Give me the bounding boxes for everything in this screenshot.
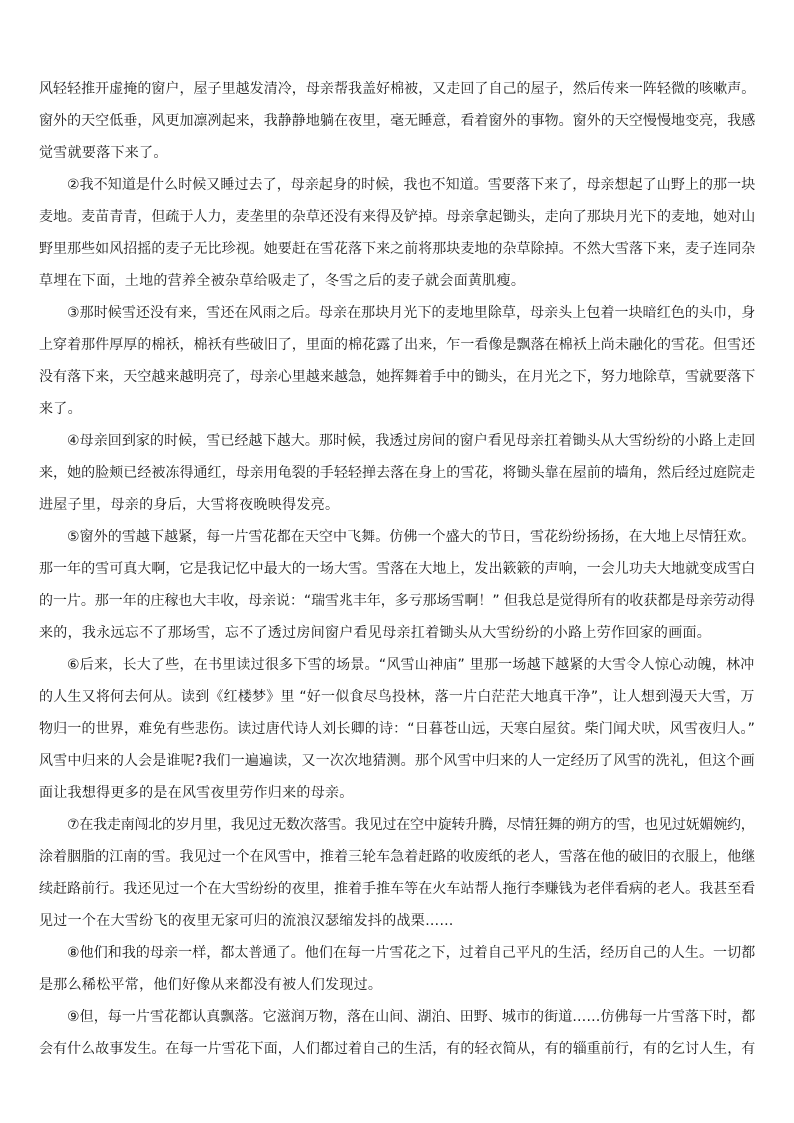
- text-line: ⑦在我走南闯北的岁月里，我见过无数次落雪。我见过在空中旋转升腾，尽情狂舞的朔方的雪，也见过妩媚婉约，: [67, 817, 755, 833]
- text-line: ⑥后来，长大了些，在书里读过很多下雪的场景。“风雪山神庙” 里那一场越下越紧的大雪令人惊心动魄，林冲: [67, 657, 755, 673]
- text-line: 会有什么故事发生。在每一片雪花下面，人们都过着自己的生活，有的轻衣简从，有的辎重前行，有的乞讨人生，有: [39, 1041, 756, 1057]
- text-line: ③那时候雪还没有来，雪还在风雨之后。母亲在那块月光下的麦地里除草，母亲头上包着一块暗红色的头巾，身: [67, 305, 756, 321]
- text-line: 那一年的雪可真大啊，它是我记忆中最大的一场大雪。雪落在大地上，发出簌簌的声响，一会儿功夫大地就变成雪白: [39, 561, 756, 577]
- text-line: 是那么稀松平常，他们好像从来都没有被人们发现过。: [39, 977, 383, 993]
- text-line: 风雪中归来的人会是谁呢?我们一遍遍读，又一次次地猜测。那个风雪中归来的人一定经历了风雪的洗礼，但这个画: [39, 753, 755, 769]
- text-line: 的一片。那一年的庄稼也大丰收，母亲说：“瑞雪兆丰年，多亏那场雪啊！” 但我总是觉得所有的收获都是母亲劳动得: [39, 593, 755, 609]
- text-line: ⑤窗外的雪越下越紧，每一片雪花都在天空中飞舞。仿佛一个盛大的节日，雪花纷纷扬扬，在大地上尽情狂欢。: [67, 529, 756, 545]
- text-line: ⑨但，每一片雪花都认真飘落。它滋润万物，落在山间、湖泊、田野、城市的街道……仿佛每一片雪落下时，都: [67, 1009, 756, 1025]
- text-line: 进屋子里，母亲的身后，大雪将夜晚映得发亮。: [39, 497, 340, 513]
- text-line: 觉雪就要落下来了。: [39, 145, 168, 161]
- text-line: 见过一个在大雪纷飞的夜里无家可归的流浪汉瑟缩发抖的战栗……: [39, 913, 454, 929]
- text-line: 风轻轻推开虚掩的窗户，屋子里越发清冷，母亲帮我盖好棉被，又走回了自己的屋子，然后传来一阵轻微的咳嗽声。: [39, 81, 756, 97]
- text-line: ④母亲回到家的时候，雪已经越下越大。那时候，我透过房间的窗户看见母亲扛着锄头从大雪纷纷的小路上走回: [67, 433, 756, 449]
- text-line: 物归一的世界，难免有些悲伤。读过唐代诗人刘长卿的诗：“日暮苍山远，天寒白屋贫。柴门闻犬吠，风雪夜归人。”: [39, 721, 756, 737]
- text-line: 没有落下来，天空越来越明亮了，母亲心里越来越急，她挥舞着手中的锄头，在月光之下，努力地除草，雪就要落下: [39, 369, 756, 385]
- text-line: 上穿着那件厚厚的棉袄，棉袄有些破旧了，里面的棉花露了出来，乍一看像是飘落在棉袄上尚未融化的雪花。但雪还: [39, 337, 756, 353]
- text-line: 续赶路前行。我还见过一个在大雪纷纷的夜里，推着手推车等在火车站帮人拖行李赚钱为老伴看病的老人。我甚至看: [39, 881, 756, 897]
- text-line: 窗外的天空低垂，风更加凛冽起来，我静静地躺在夜里，毫无睡意，看着窗外的事物。窗外的天空慢慢地变亮，我感: [39, 113, 756, 129]
- text-line: 涂着胭脂的江南的雪。我见过一个在风雪中，推着三轮车急着赶路的收废纸的老人，雪落在他的破旧的衣服上，他继: [39, 849, 756, 865]
- text-line: 草埋在下面，土地的营养全被杂草给吸走了，冬雪之后的麦子就会面黄肌瘦。: [39, 273, 526, 289]
- text-line: ⑧他们和我的母亲一样，都太普通了。他们在每一片雪花之下，过着自己平凡的生活，经历自己的人生。一切都: [67, 945, 756, 961]
- text-line: 来了。: [39, 401, 82, 417]
- text-line: 的人生又将何去何从。读到《红楼梦》里 “好一似食尽鸟投林，落一片白茫茫大地真干净”，让人想到漫天大雪，万: [39, 689, 755, 705]
- text-line: 面让我想得更多的是在风雪夜里劳作归来的母亲。: [39, 785, 354, 801]
- text-line: 野里那些如风招摇的麦子无比珍视。她要赶在雪花落下来之前将那块麦地的杂草除掉。不然大雪落下来，麦子连同杂: [39, 241, 756, 257]
- text-line: ②我不知道是什么时候又睡过去了，母亲起身的时候，我也不知道。雪要落下来了，母亲想起了山野上的那一块: [67, 177, 756, 193]
- text-line: 麦地。麦苗青青，但疏于人力，麦垄里的杂草还没有来得及铲掉。母亲拿起锄头，走向了那块月光下的麦地，她对山: [39, 209, 756, 225]
- text-line: 来，她的脸颊已经被冻得通红，母亲用龟裂的手轻轻掸去落在身上的雪花，将锄头靠在屋前的墙角，然后经过庭院走: [39, 465, 756, 481]
- text-line: 来的，我永远忘不了那场雪，忘不了透过房间窗户看见母亲扛着锄头从大雪纷纷的小路上劳作回家的画面。: [39, 625, 712, 641]
